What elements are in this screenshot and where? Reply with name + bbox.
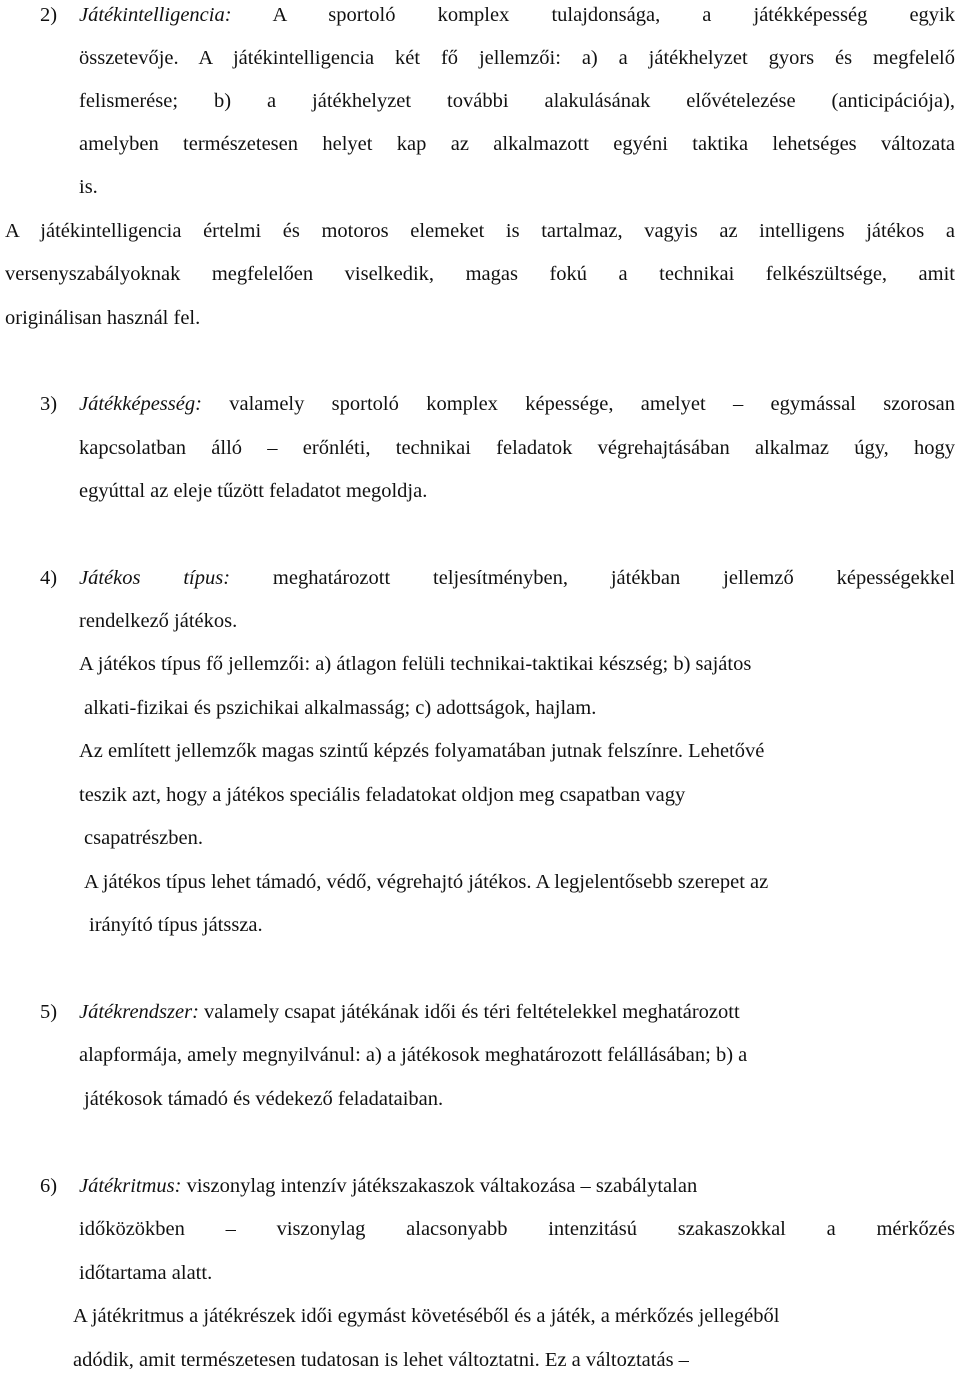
term: Játékos típus: xyxy=(79,567,231,589)
paragraph-line: Az említett jellemzők magas szintű képzés folyamatában jutnak felszínre. Lehetővé xyxy=(79,740,765,762)
paragraph-line: alkati-fizikai és pszichikai alkalmasság; c) adottságok, hajlam. xyxy=(84,697,597,719)
item-number: 3) xyxy=(40,393,58,415)
paragraph-line: csapatrészben. xyxy=(84,827,203,849)
paragraph-line: A játékintelligencia értelmi és motoros elemeket is tartalmaz, vagyis az intelligens játékos a xyxy=(5,220,955,242)
definition-line: rendelkező játékos. xyxy=(79,610,238,632)
definition-line: időközökben – viszonylag alacsonyabb intenzitású szakaszokkal a mérkőzés xyxy=(79,1218,955,1240)
paragraph-line: irányító típus játssza. xyxy=(89,914,263,936)
definition-line: felismerése; b) a játékhelyzet további alakulásának elővételezése (anticipációja), xyxy=(79,90,955,112)
definition-line: Játékrendszer: valamely csapat játékának idői és téri feltételekkel meghatározott xyxy=(79,1001,740,1023)
definition-line: kapcsolatban álló – erőnléti, technikai feladatok végrehajtásában alkalmaz úgy, hogy xyxy=(79,437,955,459)
paragraph-line: A játékos típus lehet támadó, védő, végrehajtó játékos. A legjelentősebb szerepet az xyxy=(84,871,769,893)
term: Játékrendszer: xyxy=(79,1001,199,1023)
paragraph-line: A játékos típus fő jellemzői: a) átlagon felüli technikai-taktikai készség; b) sajátos xyxy=(79,653,752,675)
definition-line: Játékritmus: viszonylag intenzív játékszakaszok váltakozása – szabálytalan xyxy=(79,1175,698,1197)
definition-line: játékosok támadó és védekező feladataiban. xyxy=(84,1088,444,1110)
paragraph-line: A játékritmus a játékrészek idői egymást követéséből és a játék, a mérkőzés jellegéből xyxy=(73,1305,780,1327)
definition-line: időtartama alatt. xyxy=(79,1262,213,1284)
paragraph-line: originálisan használ fel. xyxy=(5,307,201,329)
definition-line: is. xyxy=(79,176,98,198)
definition-line: Játékképesség: valamely sportoló komplex képessége, amelyet – egymással szorosan xyxy=(79,393,955,415)
definition-line: Játékintelligencia: A sportoló komplex tulajdonsága, a játékképesség egyik xyxy=(79,4,955,26)
term: Játékintelligencia: xyxy=(79,4,232,26)
paragraph-line: versenyszabályoknak megfelelően viselkedik, magas fokú a technikai felkészültsége, amit xyxy=(5,263,955,285)
definition-line: amelyben természetesen helyet kap az alkalmazott egyéni taktika lehetséges változata xyxy=(79,133,955,155)
definition-line: Játékos típus: meghatározott teljesítményben, játékban jellemző képességekkel xyxy=(79,567,955,589)
definition-line: összetevője. A játékintelligencia két fő jellemzői: a) a játékhelyzet gyors és megfelelő xyxy=(79,47,955,69)
item-number: 4) xyxy=(40,567,58,589)
term: Játékritmus: xyxy=(79,1175,182,1197)
definition-line: alapformája, amely megnyilvánul: a) a játékosok meghatározott felállásában; b) a xyxy=(79,1044,748,1066)
item-number: 5) xyxy=(40,1001,58,1023)
item-number: 6) xyxy=(40,1175,58,1197)
item-number: 2) xyxy=(40,4,58,26)
paragraph-line: adódik, amit természetesen tudatosan is lehet változtatni. Ez a változtatás – xyxy=(73,1349,689,1371)
term: Játékképesség: xyxy=(79,393,202,415)
paragraph-line: teszik azt, hogy a játékos speciális feladatokat oldjon meg csapatban vagy xyxy=(79,784,686,806)
definition-line: egyúttal az eleje tűzött feladatot megoldja. xyxy=(79,480,428,502)
